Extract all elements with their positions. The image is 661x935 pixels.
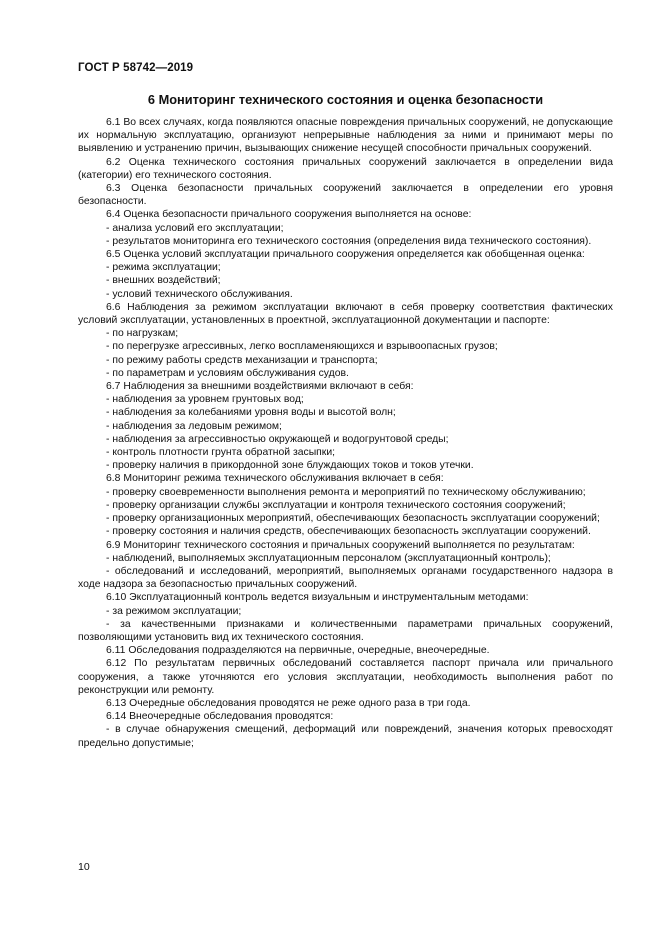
paragraph: 6.9 Мониторинг технического состояния и причальных сооружений выполняется по результатам:: [106, 539, 575, 551]
list-item: - контроль плотности грунта обратной засыпки;: [106, 447, 336, 459]
list-item: - по режиму работы средств механизации и транспорта;: [106, 354, 378, 366]
paragraph: 6.4 Оценка безопасности причального сооружения выполняется на основе:: [106, 209, 472, 221]
list-item: - обследований и исследований, мероприятий, выполняемых органами государственного надзора в ходе надзора за безопасностью причальных сооружений.: [78, 565, 613, 591]
paragraph: 6.12 По результатам первичных обследований составляется паспорт причала или причального сооружения, а также уточняются его условия эксплуатации, необходимость выполнения работ по реконструкции или ремонту.: [78, 658, 613, 696]
list-item: - условий технического обслуживания.: [106, 288, 293, 300]
paragraph: 6.1 Во всех случаях, когда появляются опасные повреждения причальных сооружений, не допускающие их нормальную эксплуатацию, организуют непрерывные наблюдения за ними и принимают меры по выявлению и устранению причин, вызывающих снижение несущей способности причальных сооружений.: [78, 117, 613, 155]
list-item: - наблюдения за уровнем грунтовых вод;: [106, 394, 304, 406]
page-number: 10: [78, 861, 90, 873]
list-item: - за режимом эксплуатации;: [106, 605, 242, 617]
list-item: - проверку своевременности выполнения ремонта и мероприятий по техническому обслуживанию;: [106, 486, 586, 498]
list-item: - проверку наличия в прикордонной зоне блуждающих токов и токов утечки.: [106, 460, 474, 472]
list-item: - проверку организации службы эксплуатации и контроля технического состояния сооружений;: [106, 499, 566, 511]
list-item: - проверку состояния и наличия средств, обеспечивающих безопасность эксплуатации сооружений.: [106, 526, 591, 538]
document-header: ГОСТ Р 58742—2019: [78, 62, 194, 74]
list-item: - анализа условий его эксплуатации;: [106, 222, 284, 234]
paragraph: 6.3 Оценка безопасности причальных сооружений заключается в определении его уровня безопасности.: [78, 183, 613, 208]
list-item: - наблюдения за агрессивностью окружающей и водогрунтовой среды;: [106, 433, 449, 445]
list-item: - наблюдения за ледовым режимом;: [106, 420, 282, 432]
paragraph: 6.2 Оценка технического состояния причальных сооружений заключается в определении вида (категории) его технического состояния.: [78, 156, 613, 181]
paragraph: 6.10 Эксплуатационный контроль ведется визуальным и инструментальным методами:: [106, 592, 529, 604]
list-item: - наблюдения за колебаниями уровня воды и высотой волн;: [106, 407, 396, 419]
paragraph: 6.14 Внеочередные обследования проводятся:: [106, 711, 334, 723]
list-item: - в случае обнаружения смещений, деформаций или повреждений, значения которых превосходят предельно допустимые;: [78, 724, 613, 749]
document-body: [78, 116, 613, 750]
list-item: - проверку организационных мероприятий, обеспечивающих безопасность эксплуатации сооружений;: [106, 513, 600, 525]
list-item: - по параметрам и условиям обслуживания судов.: [106, 367, 349, 379]
list-item: - наблюдений, выполняемых эксплуатационным персоналом (эксплуатационный контроль);: [106, 552, 551, 564]
list-item: - за качественными признаками и количественными параметрами причальных сооружений, позволяющими установить вид их технического состояния.: [78, 618, 613, 643]
paragraph: 6.7 Наблюдения за внешними воздействиями включают в себя:: [106, 381, 414, 393]
paragraph: 6.13 Очередные обследования проводятся не реже одного раза в три года.: [106, 697, 471, 709]
list-item: - по перегрузке агрессивных, легко воспламеняющихся и взрывоопасных грузов;: [106, 341, 498, 353]
list-item: - режима эксплуатации;: [106, 262, 221, 274]
list-item: - внешних воздействий;: [106, 275, 221, 287]
paragraph: 6.5 Оценка условий эксплуатации причального сооружения определяется как обобщенная оценка:: [106, 249, 585, 261]
paragraph: 6.6 Наблюдения за режимом эксплуатации включают в себя проверку соответствия фактических условий эксплуатации, установленных в проектной, эксплуатационной документации и паспорте:: [78, 301, 613, 327]
list-item: - по нагрузкам;: [106, 328, 179, 340]
section-title: 6 Мониторинг технического состояния и оценка безопасности: [147, 92, 544, 107]
paragraph: 6.11 Обследования подразделяются на первичные, очередные, внеочередные.: [106, 645, 490, 657]
paragraph: 6.8 Мониторинг режима технического обслуживания включает в себя:: [106, 473, 444, 485]
list-item: - результатов мониторинга его технического состояния (определения вида технического состояния).: [106, 235, 592, 247]
